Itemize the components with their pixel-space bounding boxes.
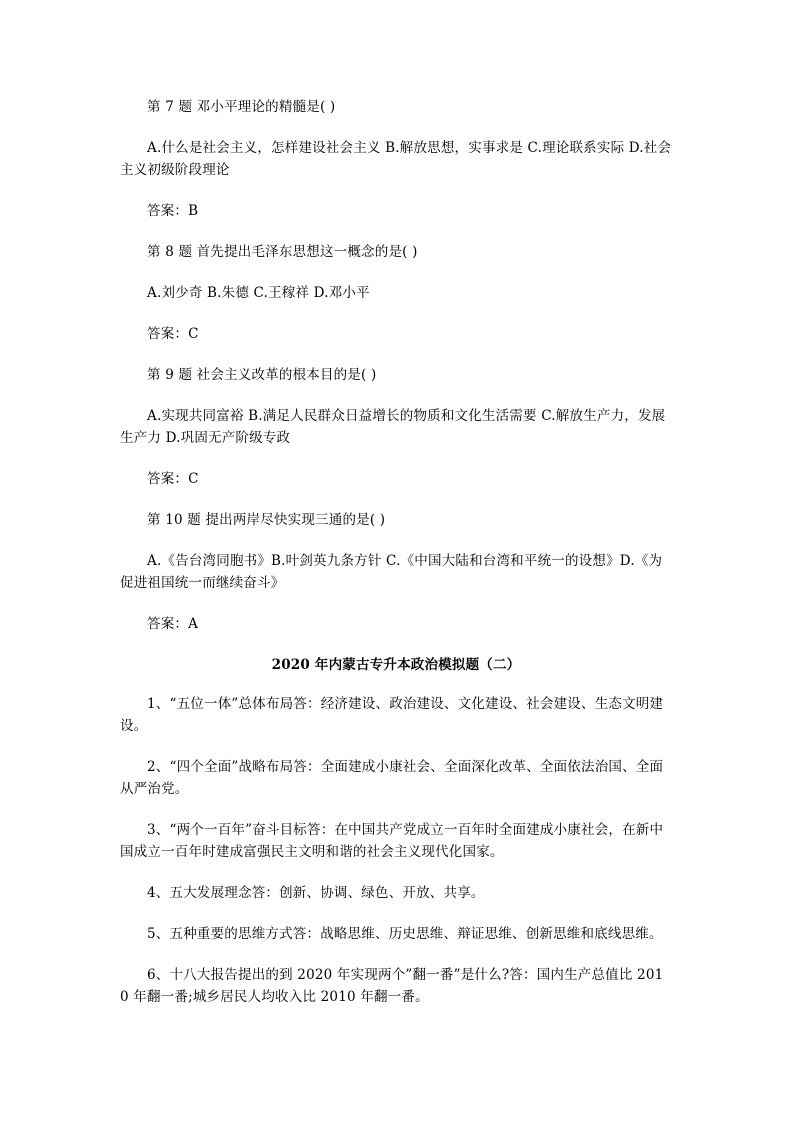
question-7-answer: 答案：B [147, 203, 199, 219]
question-8-options: A.刘少奇 B.朱德 C.王稼祥 D.邓小平 [147, 285, 370, 301]
question-9-answer: 答案：C [147, 471, 199, 487]
question-10-answer: 答案：A [147, 616, 199, 632]
question-7-options: A.什么是社会主义，怎样建设社会主义 B.解放思想，实事求是 C.理论联系实际 D.社会主义初级阶段理论 [120, 140, 672, 178]
list-item: 4、五大发展理念答：创新、协调、绿色、开放、共享。 [147, 885, 485, 901]
question-8-answer: 答案：C [147, 326, 199, 342]
list-item: 2、“四个全面”战略布局答：全面建成小康社会、全面深化改革、全面依法治国、全面从严治党。 [120, 759, 664, 797]
document-body [120, 96, 672, 1027]
question-9-options: A.实现共同富裕 B.满足人民群众日益增长的物质和文化生活需要 C.解放生产力，发展生产力 D.巩固无产阶级专政 [120, 408, 666, 446]
question-10-stem: 第 10 题 提出两岸尽快实现三通的是( ) [147, 512, 386, 528]
list-item: 3、“两个一百年”奋斗目标答：在中国共产党成立一百年时全面建成小康社会，在新中国成立一百年时建成富强民主文明和谐的社会主义现代化国家。 [120, 822, 664, 860]
question-10-options: A.《告台湾同胞书》B.叶剑英九条方针 C.《中国大陆和台湾和平统一的设想》D.《为促进祖国统一而继续奋斗》 [120, 553, 663, 591]
list-item: 6、十八大报告提出的到 2020 年实现两个”翻一番”是什么?答：国内生产总值比 2010 年翻一番;城乡居民人均收入比 2010 年翻一番。 [120, 967, 664, 1005]
question-9-stem: 第 9 题 社会主义改革的根本目的是( ) [147, 367, 377, 383]
list-item: 5、五种重要的思维方式答：战略思维、历史思维、辩证思维、创新思维和底线思维。 [147, 926, 663, 942]
question-7-stem: 第 7 题 邓小平理论的精髓是( ) [147, 99, 336, 115]
list-item: 1、“五位一体”总体布局答：经济建设、政治建设、文化建设、社会建设、生态文明建设。 [120, 696, 664, 734]
question-8-stem: 第 8 题 首先提出毛泽东思想这一概念的是( ) [147, 244, 418, 260]
section-title: 2020 年内蒙古专升本政治模拟题（二） [271, 657, 521, 673]
